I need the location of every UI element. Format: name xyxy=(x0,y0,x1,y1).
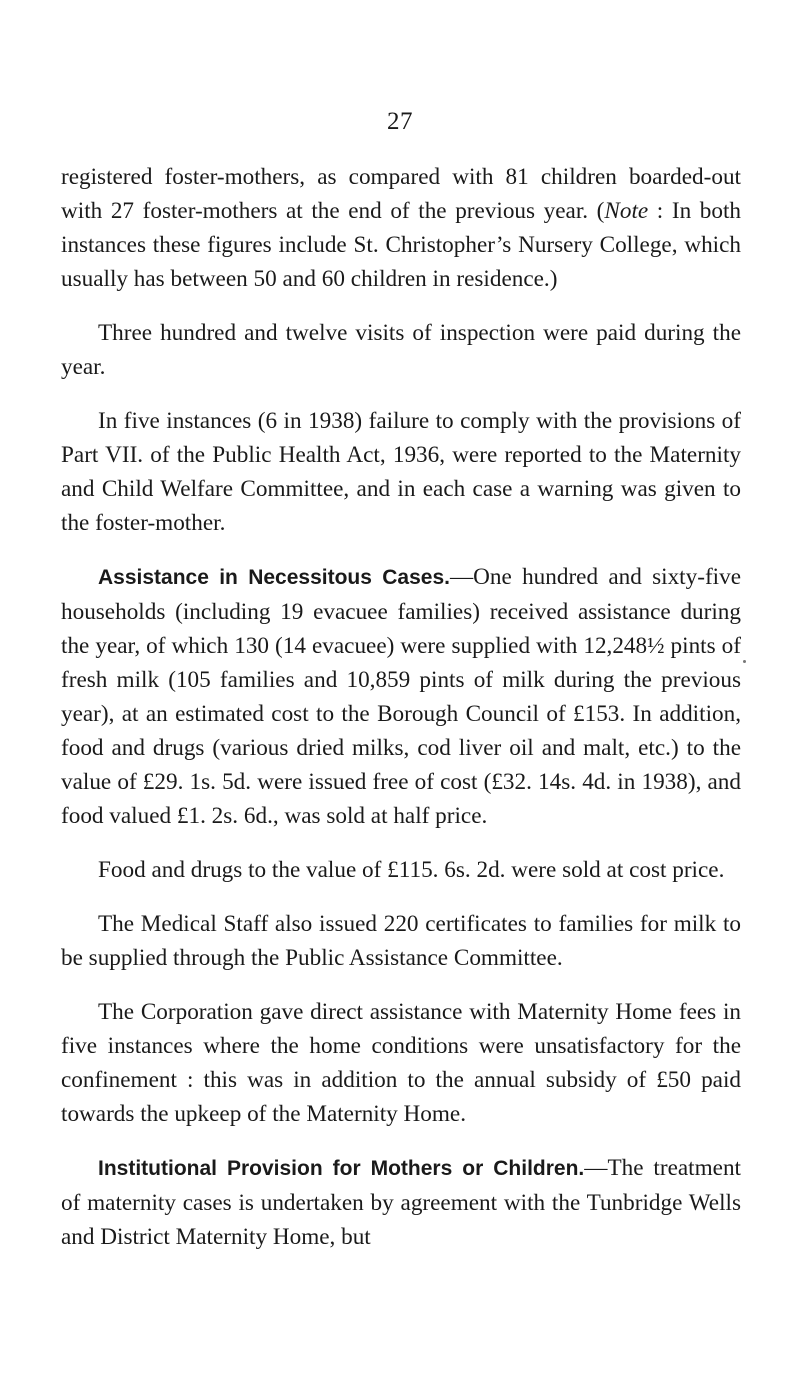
paragraph-cost-price xyxy=(61,853,741,887)
page-body xyxy=(61,160,741,1274)
paragraph-institutional-provision xyxy=(61,1151,741,1254)
section-heading-necessitous-cases: Assistance in Necessitous Cases. xyxy=(98,566,450,589)
paragraph-foster-mothers-continued xyxy=(61,160,741,296)
paragraph-medical-certificates xyxy=(61,907,741,975)
paragraph-text: —The treatment of maternity cases is undertaken by agreement with the Tunbridge Wells and District Maternity Home, but xyxy=(61,1155,741,1250)
paragraph-maternity-home-fees xyxy=(61,995,741,1131)
paragraph-text: The Medical Staff also issued 220 certificates to families for milk to be supplied through the Public Assistance Committee. xyxy=(61,911,741,971)
paragraph-text: In five instances (6 in 1938) failure to comply with the provisions of Part VII. of the Public Health Act, 1936, were reported to the Maternity and Child Welfare Committee, and in each case a warning was given to the foster-mother. xyxy=(61,408,741,536)
paragraph-inspection-visits xyxy=(61,316,741,384)
paragraph-text: : In both instances these figures include St. Christopher’s Nursery College, which usually has between 50 and 60 children in residence.) xyxy=(61,198,742,292)
paragraph-necessitous-cases xyxy=(61,560,741,833)
paragraph-text: —One hundred and sixty-five households (including 19 evacuee families) received assistance during the year, of which 130 (14 evacuee) were supplied with 12,248½ pints of fresh milk (105 families and 10,859 pints of milk during the previous year), at an estimated cost to the Borough Council of £153. In addition, food and drugs (various dried milks, cod liver oil and malt, etc.) to the value of £29. 1s. 5d. were issued free of cost (£32. 14s. 4d. in 1938), and food valued £1. 2s. 6d., was sold at half price. xyxy=(61,564,741,829)
paragraph-text: Three hundred and twelve visits of inspection were paid during the year. xyxy=(61,320,741,380)
stray-ink-mark xyxy=(743,660,746,663)
note-label: Note xyxy=(604,198,649,224)
paragraph-text: Food and drugs to the value of £115. 6s. 2d. were sold at cost price. xyxy=(98,857,725,883)
paragraph-text: The Corporation gave direct assistance with Maternity Home fees in five instances where the home conditions were unsatisfactory for the confinement : this was in addition to the annual subsidy of £50 paid towards the upkeep of the Maternity Home. xyxy=(61,999,741,1127)
paragraph-text: registered foster-mothers, as compared with 81 children boarded-out with 27 foster-mothers at the end of the previous year. ( xyxy=(61,164,741,224)
page-number: 27 xyxy=(387,108,413,135)
section-heading-institutional-provision: Institutional Provision for Mothers or Children. xyxy=(98,1157,585,1180)
paragraph-failure-to-comply xyxy=(61,404,741,540)
